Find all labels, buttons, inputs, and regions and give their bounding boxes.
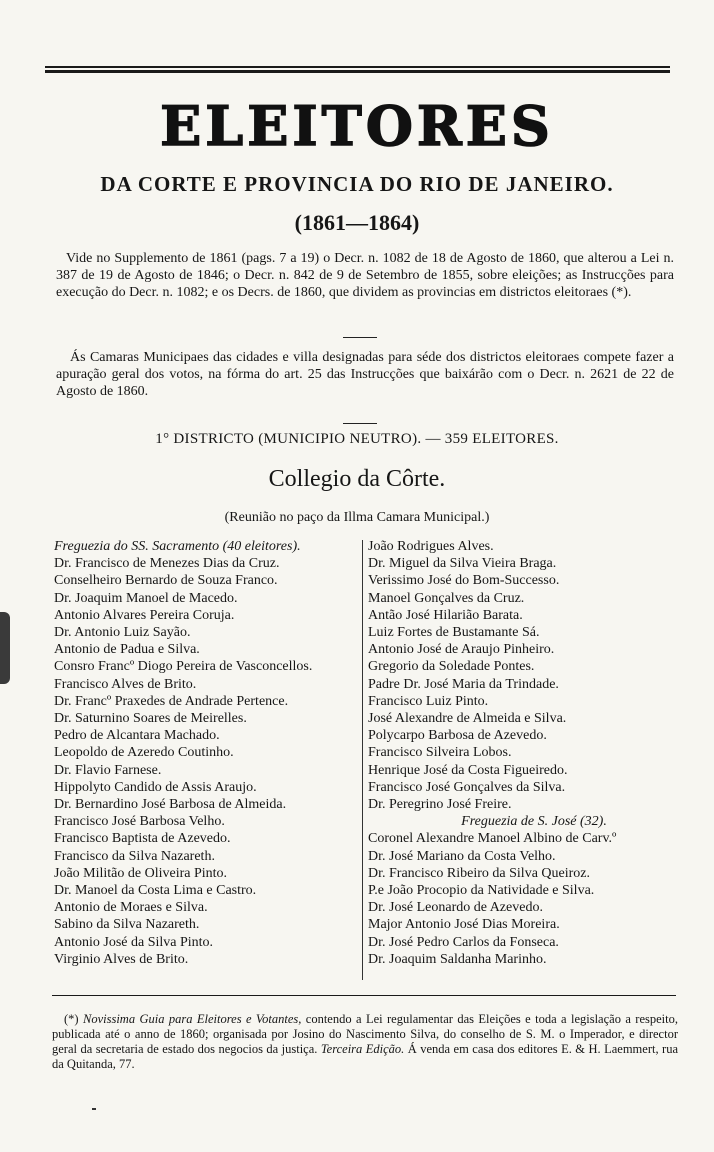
page-title: ELEITORES [160,94,554,158]
elector-entry: João Rodrigues Alves. [368,539,494,554]
elector-entry: Dr. José Mariano da Costa Velho. [368,848,556,864]
elector-entry: Dr. José Pedro Carlos da Fonseca. [368,934,559,950]
footnote-mark: (*) [64,1012,83,1026]
elector-entry: Francisco Luiz Pinto. [368,693,489,709]
footnote [52,1012,678,1072]
column-divider [362,540,363,980]
elector-entry: Antonio José da Silva Pinto. [54,934,214,950]
footnote-text-b: Á venda em casa dos editores E. & H. Laemmert, rua da Quitanda, 77. [52,1042,678,1071]
elector-entry: Polycarpo Barbosa de Azevedo. [368,728,547,744]
district-heading: 1° DISTRICTO (MUNICIPIO NEUTRO). — 359 ELEITORES. [155,431,559,447]
elector-entry: Dr. Bernardino José Barbosa de Almeida. [54,797,287,813]
margin-stain [0,612,10,684]
elector-entry: Dr. Antonio Luiz Sayão. [54,625,191,641]
elector-entry: Dr. Saturnino Soares de Meirelles. [54,711,247,727]
elector-entry: Francisco Alves de Brito. [54,676,197,692]
separator-rule [343,337,377,338]
elector-entry: Luiz Fortes de Bustamante Sá. [368,625,540,641]
college-heading: Collegio da Côrte. [268,466,446,492]
page-subtitle: DA CORTE E PROVINCIA DO RIO DE JANEIRO. [100,172,614,196]
elector-entry: Dr. Joaquim Saldanha Marinho. [368,951,547,967]
elector-entry: Consro Francº Diogo Pereira de Vasconcellos. [54,659,313,675]
elector-entry: Major Antonio José Dias Moreira. [368,917,560,933]
elector-entry: Dr. Francisco de Menezes Dias da Cruz. [54,556,280,572]
elector-entry: Dr. Francisco Ribeiro da Silva Queiroz. [368,865,591,881]
footnote-edition: Terceira Edição. [320,1042,405,1056]
parish-heading-sao-jose: Freguezia de S. José (32). [461,814,607,830]
elector-entry: Padre Dr. José Maria da Trindade. [368,676,559,692]
footnote-book-title: Novissima Guia para Eleitores e Votantes [82,1012,299,1026]
elector-list-sacramento [54,555,358,968]
elector-entry: José Alexandre de Almeida e Silva. [368,711,567,727]
elector-entry: Dr. Joaquim Manoel de Macedo. [54,590,238,606]
footnote-text-a: , contendo a Lei regulamentar das Eleições e toda a legislação a respeito, publicada até o anno de 1860; organisada por Josino do Nascimento Silva, do conselho de S. M. o Imperador, e director geral da secretaria de estado dos negocios da justiça. [52,1012,678,1056]
top-double-rule [45,66,670,73]
elector-entry: Francisco da Silva Nazareth. [54,848,215,864]
elector-entry: Dr. Manoel da Costa Lima e Castro. [54,883,257,899]
elector-entry: Manoel Gonçalves da Cruz. [368,590,525,606]
elector-entry: Gregorio da Soledade Pontes. [368,659,535,675]
meeting-note: (Reunião no paço da Illma Camara Municipal.) [224,510,490,525]
elector-entry: Dr. Peregrino José Freire. [368,797,512,813]
ink-dot [92,1108,96,1110]
left-column [54,538,358,968]
elector-entry: Francisco José Gonçalves da Silva. [368,779,566,795]
elector-entry: Verissimo José do Bom-Successo. [368,573,560,589]
right-column [368,538,680,968]
elector-entry: Antonio de Padua e Silva. [54,642,200,658]
elector-entry: Antonio Alvares Pereira Coruja. [54,607,235,623]
elector-entry: Antonio de Moraes e Silva. [54,900,208,916]
elector-entry: Henrique José da Costa Figueiredo. [368,762,568,778]
intro-paragraph-2: Ás Camaras Municipaes das cidades e villa designadas para séde dos districtos eleitoraes compete fazer a apuração geral dos votos, na fórma do art. 25 das Instrucções que baixárão com o Decr. n. 2621 de 22 de Agosto de 1860. [56,350,674,399]
separator-rule [343,423,377,424]
elector-entry: Conselheiro Bernardo de Souza Franco. [54,573,278,589]
footnote-rule [52,995,676,996]
elector-entry: Antão José Hilarião Barata. [368,607,523,623]
elector-entry: Pedro de Alcantara Machado. [54,728,220,744]
elector-entry: Francisco Baptista de Azevedo. [54,831,231,847]
elector-entry: Francisco Silveira Lobos. [368,745,512,761]
intro-paragraph-1: Vide no Supplemento de 1861 (pags. 7 a 19) o Decr. n. 1082 de 18 de Agosto de 1860, que alterou a Lei n. 387 de 19 de Agosto de 1846; o Decr. n. 842 de 9 de Setembro de 1855, sobre eleições; as Instrucções para execução do Decr. n. 1082; e os Decrs. de 1860, que dividem as provincias em districtos eleitoraes (*). [56,251,674,300]
years-range: (1861—1864) [294,210,420,235]
elector-entry: Dr. Francº Praxedes de Andrade Pertence. [54,693,289,709]
elector-entry: Francisco José Barbosa Velho. [54,814,225,830]
parish-heading-sacramento: Freguezia do SS. Sacramento (40 eleitores). [54,539,301,554]
elector-entry: João Militão de Oliveira Pinto. [54,865,228,881]
elector-entry: Antonio José de Araujo Pinheiro. [368,642,555,658]
elector-entry: Virginio Alves de Brito. [54,951,189,967]
elector-entry: Dr. Flavio Farnese. [54,762,162,778]
elector-entry: Dr. José Leonardo de Azevedo. [368,900,543,916]
elector-entry: Sabino da Silva Nazareth. [54,917,200,933]
elector-entry: Dr. Miguel da Silva Vieira Braga. [368,556,557,572]
elector-list-sacramento-continued [368,538,680,813]
elector-list-sao-jose [368,830,680,968]
elector-entry: Hippolyto Candido de Assis Araujo. [54,779,257,795]
elector-entry: Coronel Alexandre Manoel Albino de Carv.º [368,831,617,847]
elector-entry: Leopoldo de Azeredo Coutinho. [54,745,234,761]
elector-entry: P.e João Procopio da Natividade e Silva. [368,883,595,899]
